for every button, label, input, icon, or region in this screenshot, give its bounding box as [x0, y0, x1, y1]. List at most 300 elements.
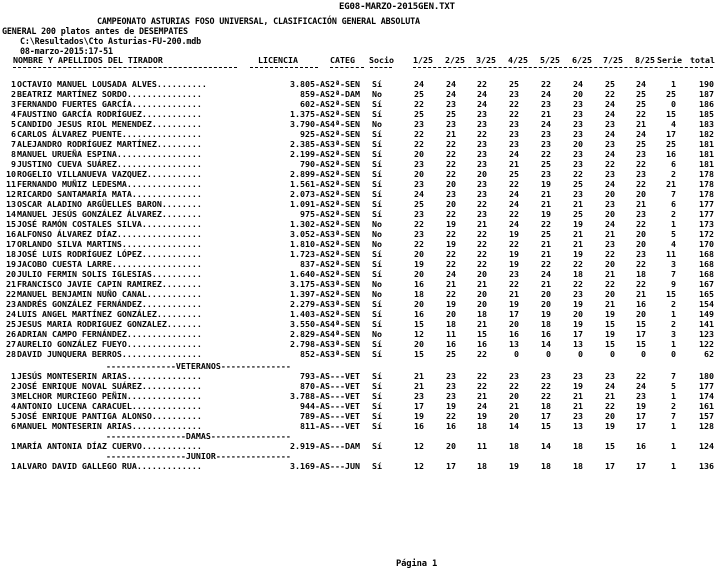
categ-cell: 2ª-SEN: [330, 309, 360, 319]
score-cell: 13: [573, 421, 583, 431]
score-cell: 21: [605, 391, 615, 401]
score-cell: 24: [509, 149, 519, 159]
score-cell: 24: [414, 189, 424, 199]
score-cell: 0: [514, 349, 519, 359]
licencia-cell: 1.810-AS: [290, 239, 330, 249]
score-cell: 23: [446, 119, 456, 129]
socio-cell: Sí: [372, 249, 382, 259]
categ-cell: 2ª-SEN: [330, 169, 360, 179]
score-cell: 21: [541, 239, 551, 249]
total-cell: 161: [699, 401, 714, 411]
serie-cell: 6: [671, 199, 676, 209]
table-row: [0, 349, 728, 359]
categ-cell: 3ª-SEN: [330, 349, 360, 359]
score-cell: 14: [509, 421, 519, 431]
socio-cell: Sí: [372, 79, 382, 89]
licencia-cell: 2.279-AS: [290, 299, 330, 309]
heading-title: CAMPEONATO ASTURIAS FOSO UNIVERSAL, CLASIFICACIÓN GENERAL ABSOLUTA: [97, 16, 420, 26]
underline-categ: [330, 67, 364, 68]
score-cell: 22: [509, 209, 519, 219]
rank-cell: 28: [6, 349, 16, 359]
table-row: [0, 159, 728, 169]
score-cell: 23: [509, 269, 519, 279]
total-cell: 173: [699, 219, 714, 229]
total-cell: 178: [699, 189, 714, 199]
score-cell: 23: [605, 169, 615, 179]
name-cell: JESUS MARIA RODRIGUEZ GONZALEZ.......: [17, 319, 202, 329]
licencia-cell: 2.073-AS: [290, 189, 330, 199]
name-cell: LUIS ANGEL MARTÍNEZ GONZÁLEZ.........: [17, 309, 202, 319]
score-cell: 20: [446, 199, 456, 209]
categ-cell: ---DAM: [330, 441, 360, 451]
score-cell: 22: [477, 249, 487, 259]
score-cell: 15: [636, 319, 646, 329]
socio-cell: Sí: [372, 209, 382, 219]
rank-cell: 9: [11, 159, 16, 169]
licencia-cell: 1.723-AS: [290, 249, 330, 259]
damas-separator: ----------------DAMAS----------------: [106, 431, 291, 441]
table-row: [0, 309, 728, 319]
score-cell: 20: [509, 319, 519, 329]
rank-cell: 12: [6, 189, 16, 199]
table-row: [0, 461, 728, 471]
score-cell: 22: [477, 129, 487, 139]
score-cell: 20: [541, 289, 551, 299]
score-cell: 25: [541, 229, 551, 239]
score-cell: 0: [641, 349, 646, 359]
table-row: [0, 119, 728, 129]
score-cell: 23: [573, 109, 583, 119]
licencia-cell: 793-AS: [300, 371, 330, 381]
score-cell: 20: [446, 441, 456, 451]
score-cell: 22: [636, 219, 646, 229]
score-cell: 21: [509, 289, 519, 299]
score-cell: 23: [573, 189, 583, 199]
score-cell: 22: [573, 259, 583, 269]
socio-cell: Sí: [372, 339, 382, 349]
score-cell: 19: [573, 299, 583, 309]
categ-cell: ---VET: [330, 381, 360, 391]
socio-cell: Sí: [372, 441, 382, 451]
score-cell: 19: [605, 421, 615, 431]
socio-cell: No: [372, 279, 382, 289]
score-cell: 23: [605, 199, 615, 209]
score-cell: 23: [414, 391, 424, 401]
score-cell: 21: [541, 189, 551, 199]
name-cell: DAVID JUNQUERA BERROS................: [17, 349, 202, 359]
score-cell: 20: [477, 269, 487, 279]
score-cell: 23: [573, 129, 583, 139]
score-cell: 22: [446, 169, 456, 179]
total-cell: 178: [699, 179, 714, 189]
rank-cell: 19: [6, 259, 16, 269]
score-cell: 22: [446, 209, 456, 219]
score-cell: 22: [414, 139, 424, 149]
licencia-cell: 944-AS: [300, 401, 330, 411]
serie-cell: 2: [671, 169, 676, 179]
name-cell: JOSÉ ENRIQUE NOVAL SUÁREZ............: [17, 381, 202, 391]
score-cell: 23: [477, 149, 487, 159]
score-cell: 16: [509, 329, 519, 339]
score-cell: 20: [414, 299, 424, 309]
score-cell: 23: [636, 209, 646, 219]
categ-cell: 2ª-DAM: [330, 89, 360, 99]
score-cell: 15: [636, 339, 646, 349]
score-cell: 16: [477, 339, 487, 349]
score-cell: 21: [414, 381, 424, 391]
score-cell: 23: [573, 159, 583, 169]
score-cell: 23: [477, 209, 487, 219]
score-cell: 20: [605, 209, 615, 219]
rank-cell: 6: [11, 421, 16, 431]
score-cell: 18: [541, 461, 551, 471]
table-row: [0, 319, 728, 329]
score-cell: 22: [446, 159, 456, 169]
name-cell: CANDIDO JESUS RIOL MENENDEZ..........: [17, 119, 202, 129]
total-cell: 187: [699, 89, 714, 99]
score-cell: 21: [541, 249, 551, 259]
score-cell: 18: [573, 441, 583, 451]
score-cell: 19: [446, 239, 456, 249]
score-cell: 25: [509, 79, 519, 89]
name-cell: CARLOS ÁLVAREZ PUENTE................: [17, 129, 202, 139]
table-row: [0, 269, 728, 279]
score-cell: 13: [509, 339, 519, 349]
score-cell: 22: [605, 279, 615, 289]
name-cell: FAUSTINO GARCÍA RODRÍGUEZ............: [17, 109, 202, 119]
score-cell: 23: [636, 169, 646, 179]
score-cell: 19: [414, 259, 424, 269]
score-cell: 23: [414, 159, 424, 169]
score-cell: 22: [541, 149, 551, 159]
score-cell: 23: [636, 391, 646, 401]
score-cell: 23: [636, 249, 646, 259]
score-cell: 19: [509, 461, 519, 471]
score-cell: 23: [605, 371, 615, 381]
score-cell: 24: [509, 219, 519, 229]
score-cell: 0: [578, 349, 583, 359]
rank-cell: 2: [11, 381, 16, 391]
score-cell: 22: [605, 159, 615, 169]
score-cell: 23: [541, 99, 551, 109]
categ-cell: ---VET: [330, 411, 360, 421]
categ-cell: 3ª-SEN: [330, 229, 360, 239]
score-cell: 16: [446, 339, 456, 349]
score-cell: 25: [414, 89, 424, 99]
licencia-cell: 1.091-AS: [290, 199, 330, 209]
score-cell: 24: [541, 269, 551, 279]
serie-cell: 2: [671, 209, 676, 219]
categ-cell: 2ª-SEN: [330, 269, 360, 279]
col-s8: 8/25: [635, 55, 655, 65]
score-cell: 25: [414, 199, 424, 209]
score-cell: 21: [414, 371, 424, 381]
table-row: [0, 411, 728, 421]
score-cell: 18: [477, 461, 487, 471]
serie-cell: 9: [671, 279, 676, 289]
serie-cell: 4: [671, 119, 676, 129]
name-cell: ROGELIO VILLANUEVA VAZQUEZ...........: [17, 169, 202, 179]
col-s3: 3/25: [476, 55, 496, 65]
score-cell: 22: [509, 179, 519, 189]
score-cell: 22: [541, 219, 551, 229]
socio-cell: Sí: [372, 109, 382, 119]
rank-cell: 18: [6, 249, 16, 259]
socio-cell: Sí: [372, 149, 382, 159]
score-cell: 22: [477, 259, 487, 269]
score-cell: 19: [446, 401, 456, 411]
rank-cell: 14: [6, 209, 16, 219]
licencia-cell: 790-AS: [300, 159, 330, 169]
licencia-cell: 1.640-AS: [290, 269, 330, 279]
table-row: [0, 299, 728, 309]
table-row: [0, 99, 728, 109]
table-row: [0, 209, 728, 219]
licencia-cell: 2.199-AS: [290, 149, 330, 159]
categ-cell: 4ª-SEN: [330, 329, 360, 339]
score-cell: 20: [509, 411, 519, 421]
name-cell: AURELIO GONZÁLEZ FUEYO...............: [17, 339, 202, 349]
total-cell: 122: [699, 339, 714, 349]
name-cell: ORLANDO SILVA MARTINS................: [17, 239, 202, 249]
licencia-cell: 3.169-AS: [290, 461, 330, 471]
score-cell: 16: [414, 309, 424, 319]
score-cell: 24: [477, 89, 487, 99]
score-cell: 22: [636, 371, 646, 381]
col-s4: 4/25: [508, 55, 528, 65]
score-cell: 22: [573, 169, 583, 179]
score-cell: 23: [573, 99, 583, 109]
serie-cell: 25: [666, 89, 676, 99]
score-cell: 20: [636, 229, 646, 239]
score-cell: 23: [477, 179, 487, 189]
col-s7: 7/25: [603, 55, 623, 65]
score-cell: 23: [446, 381, 456, 391]
serie-cell: 15: [666, 289, 676, 299]
licencia-cell: 2.919-AS: [290, 441, 330, 451]
score-cell: 17: [605, 461, 615, 471]
score-cell: 19: [509, 259, 519, 269]
rank-cell: 1: [11, 441, 16, 451]
name-cell: MANUEL MONTESERIN ARIAS..............: [17, 421, 202, 431]
score-cell: 22: [414, 239, 424, 249]
rank-cell: 13: [6, 199, 16, 209]
score-cell: 20: [573, 89, 583, 99]
serie-cell: 1: [671, 441, 676, 451]
score-cell: 18: [509, 441, 519, 451]
score-cell: 22: [477, 371, 487, 381]
score-cell: 23: [414, 229, 424, 239]
score-cell: 23: [573, 119, 583, 129]
score-cell: 19: [446, 299, 456, 309]
total-cell: 183: [699, 119, 714, 129]
score-cell: 23: [541, 371, 551, 381]
socio-cell: Sí: [372, 299, 382, 309]
socio-cell: Sí: [372, 309, 382, 319]
score-cell: 22: [477, 239, 487, 249]
name-cell: MANUEL BENJAMIN NUÑO CANAL...........: [17, 289, 202, 299]
junior-separator: ----------------JUNIOR---------------: [106, 451, 291, 461]
total-cell: 185: [699, 109, 714, 119]
score-cell: 21: [541, 109, 551, 119]
score-cell: 24: [605, 109, 615, 119]
score-cell: 19: [446, 219, 456, 229]
score-cell: 25: [509, 169, 519, 179]
total-cell: 165: [699, 289, 714, 299]
rank-cell: 10: [6, 169, 16, 179]
score-cell: 19: [414, 411, 424, 421]
licencia-cell: 837-AS: [300, 259, 330, 269]
score-cell: 23: [573, 371, 583, 381]
score-cell: 20: [636, 239, 646, 249]
serie-cell: 7: [671, 371, 676, 381]
veteranos-separator: --------------VETERANOS--------------: [106, 361, 291, 371]
heading-file-path: C:\Resultados\Cto Asturias-FU-200.mdb: [20, 36, 202, 46]
score-cell: 19: [573, 219, 583, 229]
score-cell: 16: [414, 421, 424, 431]
total-cell: 168: [699, 249, 714, 259]
heading-date: 08-marzo-2015:17-51: [20, 46, 113, 56]
score-cell: 19: [541, 309, 551, 319]
serie-cell: 2: [671, 299, 676, 309]
name-cell: FRANCISCO JAVIE CAPIN RAMIREZ........: [17, 279, 202, 289]
score-cell: 12: [414, 461, 424, 471]
score-cell: 17: [509, 309, 519, 319]
score-cell: 24: [605, 99, 615, 109]
socio-cell: No: [372, 329, 382, 339]
name-cell: FERNANDO MUÑIZ LEDESMA...............: [17, 179, 202, 189]
total-cell: 181: [699, 149, 714, 159]
score-cell: 23: [509, 139, 519, 149]
score-cell: 19: [573, 249, 583, 259]
score-cell: 24: [414, 79, 424, 89]
table-row: [0, 89, 728, 99]
name-cell: JESÚS MONTESERIN ARIAS...............: [17, 371, 202, 381]
score-cell: 23: [477, 159, 487, 169]
score-cell: 22: [446, 229, 456, 239]
score-cell: 22: [605, 89, 615, 99]
serie-cell: 1: [671, 391, 676, 401]
licencia-cell: 1.375-AS: [290, 109, 330, 119]
score-cell: 25: [446, 349, 456, 359]
score-cell: 24: [477, 99, 487, 109]
categ-cell: 2ª-SEN: [330, 99, 360, 109]
score-cell: 19: [541, 209, 551, 219]
score-cell: 20: [414, 149, 424, 159]
table-row: [0, 339, 728, 349]
score-cell: 13: [573, 339, 583, 349]
underline-licencia: [250, 67, 318, 68]
rank-cell: 2: [11, 89, 16, 99]
score-cell: 18: [477, 309, 487, 319]
licencia-cell: 925-AS: [300, 129, 330, 139]
categ-cell: 2ª-SEN: [330, 159, 360, 169]
heading-subtitle: GENERAL 200 platos antes de DESEMPATES: [2, 26, 188, 36]
categ-cell: ---VET: [330, 371, 360, 381]
socio-cell: Sí: [372, 199, 382, 209]
serie-cell: 0: [671, 349, 676, 359]
total-cell: 186: [699, 99, 714, 109]
score-cell: 22: [509, 109, 519, 119]
score-cell: 23: [605, 239, 615, 249]
licencia-cell: 2.899-AS: [290, 169, 330, 179]
table-row: [0, 249, 728, 259]
categ-cell: ---VET: [330, 391, 360, 401]
total-cell: 177: [699, 381, 714, 391]
score-cell: 23: [573, 149, 583, 159]
col-licencia: LICENCIA: [258, 55, 298, 65]
score-cell: 17: [414, 401, 424, 411]
total-cell: 141: [699, 319, 714, 329]
table-row: [0, 381, 728, 391]
score-cell: 24: [636, 79, 646, 89]
score-cell: 23: [446, 371, 456, 381]
score-cell: 22: [605, 401, 615, 411]
col-serie: Serie: [657, 55, 682, 65]
socio-cell: Sí: [372, 269, 382, 279]
score-cell: 20: [605, 411, 615, 421]
score-cell: 24: [573, 79, 583, 89]
licencia-cell: 602-AS: [300, 99, 330, 109]
licencia-cell: 3.790-AS: [290, 119, 330, 129]
rank-cell: 4: [11, 401, 16, 411]
score-cell: 22: [446, 411, 456, 421]
score-cell: 19: [509, 229, 519, 239]
score-cell: 20: [605, 189, 615, 199]
score-cell: 22: [541, 381, 551, 391]
name-cell: OCTAVIO MANUEL LOUSADA ALVES..........: [17, 79, 207, 89]
rank-cell: 21: [6, 279, 16, 289]
total-cell: 154: [699, 299, 714, 309]
name-cell: MANUEL URUEÑA ESPINA.................: [17, 149, 202, 159]
score-cell: 22: [636, 159, 646, 169]
col-s5: 5/25: [540, 55, 560, 65]
score-cell: 21: [636, 199, 646, 209]
score-cell: 11: [477, 441, 487, 451]
score-cell: 24: [636, 381, 646, 391]
licencia-cell: 3.175-AS: [290, 279, 330, 289]
score-cell: 23: [573, 289, 583, 299]
score-cell: 23: [509, 371, 519, 381]
total-cell: 168: [699, 259, 714, 269]
name-cell: BEATRIZ MARTÍNEZ SORDO...............: [17, 89, 202, 99]
score-cell: 0: [546, 349, 551, 359]
score-cell: 22: [636, 279, 646, 289]
score-cell: 21: [636, 289, 646, 299]
total-cell: 172: [699, 229, 714, 239]
categ-cell: 2ª-SEN: [330, 79, 360, 89]
licencia-cell: 3.550-AS: [290, 319, 330, 329]
score-cell: 24: [477, 401, 487, 411]
score-cell: 23: [477, 109, 487, 119]
score-cell: 19: [477, 411, 487, 421]
categ-cell: 2ª-SEN: [330, 259, 360, 269]
name-cell: JULIO FERMIN SOLIS IGLESIAS..........: [17, 269, 202, 279]
score-cell: 23: [414, 179, 424, 189]
rank-cell: 23: [6, 299, 16, 309]
serie-cell: 17: [666, 129, 676, 139]
categ-cell: 3ª-SEN: [330, 339, 360, 349]
socio-cell: Sí: [372, 99, 382, 109]
serie-cell: 2: [671, 319, 676, 329]
table-row: [0, 149, 728, 159]
name-cell: JOSÉ LUIS RODRÍGUEZ LÓPEZ............: [17, 249, 202, 259]
score-cell: 11: [446, 329, 456, 339]
score-cell: 21: [477, 391, 487, 401]
total-cell: 136: [699, 461, 714, 471]
name-cell: JOSÉ RAMÓN COSTALES SILVA............: [17, 219, 202, 229]
name-cell: JOSÉ ENRIQUE PANTIGA ALONSO..........: [17, 411, 202, 421]
